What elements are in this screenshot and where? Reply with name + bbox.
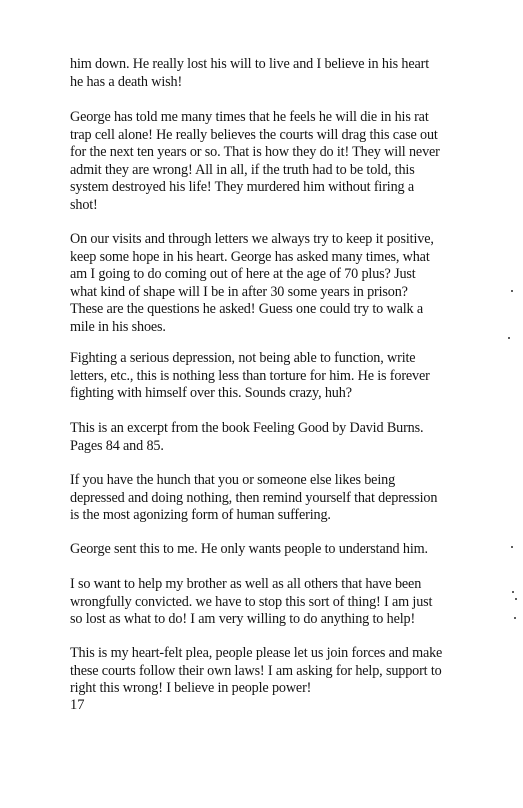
paragraph-3 (70, 231, 490, 336)
text-line: so lost as what to do! I am very willing to do anything to help! (70, 611, 416, 627)
text-line: fighting with himself over this. Sounds crazy, huh? (70, 385, 352, 401)
paragraph-7 (70, 541, 490, 559)
text-line: On our visits and through letters we always try to keep it positive, (70, 231, 434, 247)
text-line: letters, etc., this is nothing less than torture for him. He is forever (70, 367, 430, 384)
text-line: These are the questions he asked! Guess one could try to walk a (70, 301, 424, 317)
text-line: admit they are wrong! All in all, if the truth had to be told, this (70, 161, 415, 178)
text-line: George sent this to me. He only wants people to understand him. (70, 541, 428, 557)
paragraph-6 (70, 472, 490, 525)
text-line: I so want to help my brother as well as all others that have been (70, 576, 422, 592)
text-line: mile in his shoes. (70, 318, 166, 335)
text-line: George has told me many times that he feels he will die in his rat (70, 109, 429, 125)
scan-speck (512, 591, 514, 593)
text-line: system destroyed his life! They murdered him without firing a (70, 179, 415, 195)
text-line: him down. He really lost his will to live and I believe in his heart (70, 56, 429, 72)
text-line: shot! (70, 196, 98, 213)
text-line: trap cell alone! He really believes the courts will drag this case out (70, 126, 438, 143)
text-line: depressed and doing nothing, then remind yourself that depression (70, 489, 438, 506)
text-line: for the next ten years or so. That is how they do it! They will never (70, 144, 440, 160)
text-line: is the most agonizing form of human suffering. (70, 507, 331, 523)
paragraph-1 (70, 56, 490, 91)
text-line: Pages 84 and 85. (70, 437, 164, 454)
text-line: these courts follow their own laws! I am asking for help, support to (70, 662, 442, 679)
text-line: This is an excerpt from the book Feeling Good by David Burns. (70, 420, 424, 436)
text-line: If you have the hunch that you or someone else likes being (70, 472, 396, 488)
scan-speck (515, 598, 517, 600)
text-line: am I going to do coming out of here at the age of 70 plus? Just (70, 266, 416, 282)
paragraph-9 (70, 645, 490, 698)
text-line: right this wrong! I believe in people power! (70, 680, 312, 696)
text-line: he has a death wish! (70, 73, 183, 90)
text-line: Fighting a serious depression, not being able to function, write (70, 350, 416, 366)
scan-speck (511, 290, 513, 292)
scan-speck (508, 337, 510, 339)
text-line: keep some hope in his heart. George has asked many times, what (70, 248, 430, 265)
page-number: 17 (70, 697, 85, 713)
text-line: what kind of shape will I be in after 30 some years in prison? (70, 283, 408, 300)
text-line: wrongfully convicted. we have to stop this sort of thing! I am just (70, 593, 433, 610)
paragraph-4 (70, 350, 490, 403)
scan-speck (514, 617, 516, 619)
text-line: This is my heart-felt plea, people please let us join forces and make (70, 645, 443, 661)
paragraph-2 (70, 109, 490, 214)
paragraph-8 (70, 576, 490, 629)
paragraph-5 (70, 420, 490, 455)
scan-speck (511, 546, 513, 548)
